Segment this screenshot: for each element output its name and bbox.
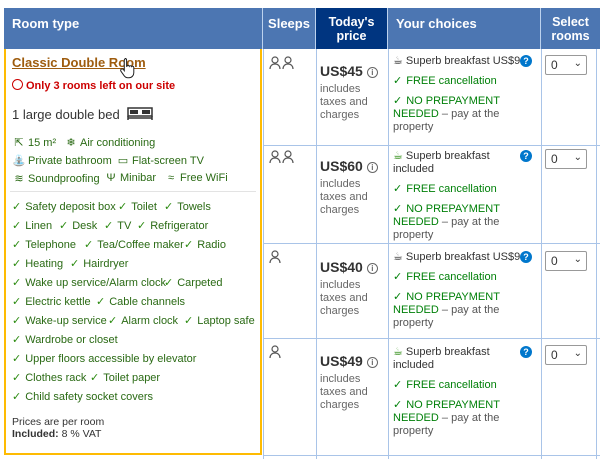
amenity-label: Hairdryer: [83, 258, 129, 270]
column-divider: [388, 49, 389, 459]
feature-free-wifi: [164, 172, 228, 184]
amenity-item: [12, 238, 76, 251]
rooms-select[interactable]: [545, 345, 587, 365]
check-icon: ✓: [393, 271, 403, 283]
check-icon: ✓: [96, 296, 106, 308]
no-prepayment-text: NO PREPAYMENT NEEDED: [393, 399, 500, 424]
room-size-icon: ⇱: [14, 137, 24, 149]
amenity-item: [118, 200, 157, 213]
check-icon: ✓: [393, 75, 403, 87]
shower-icon: ⛲: [12, 155, 26, 167]
check-icon: ✓: [90, 372, 100, 384]
check-icon: ✓: [12, 315, 22, 327]
breakfast-text: Superb breakfast US$9: [405, 251, 521, 263]
no-prepayment: [393, 399, 538, 438]
breakfast-option: [393, 55, 538, 68]
amenity-item: [90, 371, 160, 384]
check-icon: ✓: [70, 258, 80, 270]
feature-label: Minibar: [120, 172, 157, 184]
help-icon[interactable]: ?: [520, 346, 532, 358]
amenity-item: [12, 295, 91, 308]
breakfast-text: Superb breakfast US$9: [405, 55, 521, 67]
amenity-label: Towels: [177, 201, 211, 213]
amenity-item: [164, 200, 211, 213]
amenity-label: Wake-up service: [25, 315, 107, 327]
amenity-item: [12, 333, 118, 346]
hand-cursor-icon: [119, 57, 137, 79]
coffee-cup-icon: ☕: [393, 346, 403, 358]
amenity-item: [12, 257, 63, 270]
help-icon[interactable]: ?: [520, 55, 532, 67]
tax-note: includes taxes and charges: [320, 373, 368, 411]
scarcity-text: Only 3 rooms left on our site: [26, 80, 176, 92]
column-divider: [541, 49, 542, 459]
price-amount: US$40: [320, 259, 363, 275]
no-prepayment-sub: – pay at the property: [393, 304, 500, 329]
no-prepayment: [393, 291, 538, 330]
check-icon: ✓: [12, 239, 22, 251]
no-prepayment-sub: – pay at the property: [393, 412, 500, 437]
feature-label: Soundproofing: [28, 173, 100, 185]
amenity-item: [70, 257, 128, 270]
feature-label: Flat-screen TV: [132, 155, 204, 167]
amenity-label: Electric kettle: [25, 296, 91, 308]
info-icon[interactable]: i: [367, 263, 378, 274]
check-icon: ✓: [12, 391, 22, 403]
column-divider: [316, 49, 317, 459]
free-cancellation-text: FREE cancellation: [406, 75, 497, 87]
check-icon: ✓: [393, 291, 403, 303]
free-cancellation-text: FREE cancellation: [406, 183, 497, 195]
check-icon: ✓: [393, 399, 403, 411]
sleeps-two-guests-icon: [269, 56, 295, 73]
feature-soundproofing: [12, 172, 100, 185]
breakfast-option: [393, 346, 513, 372]
feature-air-conditioning: [64, 136, 155, 149]
header-price-line1: Today's: [328, 15, 375, 29]
chevron-down-icon: ⌄: [573, 254, 582, 265]
amenity-item: [108, 314, 178, 327]
check-icon: ✓: [393, 183, 403, 195]
table-header: [4, 8, 600, 49]
header-price-line2: price: [336, 29, 367, 43]
info-icon[interactable]: i: [367, 162, 378, 173]
amenity-item: [12, 371, 86, 384]
header-sleeps: Sleeps: [263, 8, 316, 49]
help-icon[interactable]: ?: [520, 251, 532, 263]
select-value: 0: [551, 152, 558, 166]
chevron-down-icon: ⌄: [573, 152, 582, 163]
header-select-line1: Select: [552, 15, 589, 29]
amenity-label: Alarm clock: [121, 315, 179, 327]
feature-minibar: [104, 172, 156, 184]
coffee-cup-icon: ☕: [393, 251, 403, 263]
no-prepayment: [393, 203, 538, 242]
amenity-label: Carpeted: [177, 277, 223, 289]
included-value: 8 % VAT: [61, 428, 102, 440]
row-divider: [263, 145, 600, 146]
amenity-label: Wake up service/Alarm clock: [25, 277, 167, 289]
price-cell: [320, 259, 382, 318]
bed-info: [12, 107, 153, 122]
select-value: 0: [551, 348, 558, 362]
info-icon[interactable]: i: [367, 357, 378, 368]
no-prepayment-sub: – pay at the property: [393, 216, 500, 241]
included-vat: [12, 428, 104, 440]
check-icon: ✓: [393, 379, 403, 391]
choices-cell: [393, 346, 538, 438]
amenity-label: Upper floors accessible by elevator: [25, 353, 197, 365]
row-divider: [263, 243, 600, 244]
no-prepayment-text: NO PREPAYMENT NEEDED: [393, 291, 500, 316]
double-bed-icon: [127, 107, 153, 121]
clock-icon: [12, 79, 23, 90]
minibar-icon: Ψ: [106, 172, 116, 184]
amenity-label: Toilet: [131, 201, 157, 213]
price-cell: [320, 353, 382, 412]
wifi-icon: ≈: [167, 172, 175, 184]
amenity-label: Laptop safe: [197, 315, 255, 327]
amenity-item: [12, 219, 52, 232]
amenity-item: [184, 238, 226, 251]
tv-icon: ▭: [117, 155, 129, 167]
check-icon: ✓: [12, 201, 22, 213]
select-value: 0: [551, 58, 558, 72]
check-icon: ✓: [137, 220, 147, 232]
amenity-label: Linen: [25, 220, 53, 232]
choices-cell: [393, 251, 538, 330]
check-icon: ✓: [12, 296, 22, 308]
included-label: Included:: [12, 428, 59, 440]
feature-label: Free WiFi: [180, 172, 228, 184]
tax-note: includes taxes and charges: [320, 83, 368, 121]
coffee-cup-icon: ☕: [393, 55, 403, 67]
amenity-label: Heating: [25, 258, 64, 270]
amenity-item: [96, 295, 185, 308]
row-divider: [263, 455, 600, 456]
check-icon: ✓: [393, 203, 403, 215]
feature-room-size: [12, 136, 56, 149]
amenity-item: [12, 352, 196, 365]
tax-note: includes taxes and charges: [320, 178, 368, 216]
amenity-label: Cable channels: [109, 296, 186, 308]
choices-cell: [393, 55, 538, 134]
check-icon: ✓: [164, 277, 174, 289]
price-amount: US$49: [320, 353, 363, 369]
feature-flat-screen-tv: [116, 154, 204, 167]
choices-cell: [393, 150, 538, 242]
amenity-item: [12, 314, 107, 327]
check-icon: ✓: [104, 220, 114, 232]
room-title-link[interactable]: Classic Double Room: [12, 55, 146, 70]
header-select-rooms: [541, 8, 600, 49]
tax-note: includes taxes and charges: [320, 279, 368, 317]
breakfast-text: Superb breakfast included: [393, 346, 490, 371]
prices-per-room-text: Prices are per room: [12, 416, 105, 428]
prices-note: [12, 416, 104, 440]
amenity-label: Radio: [197, 239, 226, 251]
chevron-down-icon: ⌄: [573, 348, 582, 359]
amenity-item: [184, 314, 255, 327]
no-prepayment: [393, 95, 538, 134]
check-icon: ✓: [118, 201, 128, 213]
amenity-label: TV: [117, 220, 132, 232]
check-icon: ✓: [12, 334, 22, 346]
amenity-label: Wardrobe or closet: [25, 334, 118, 346]
check-icon: ✓: [12, 372, 22, 384]
amenity-item: [137, 219, 208, 232]
help-icon[interactable]: ?: [520, 150, 532, 162]
amenity-label: Tea/Coffee maker: [97, 239, 184, 251]
no-prepayment-sub: – pay at the property: [393, 108, 500, 133]
breakfast-text: Superb breakfast included: [393, 150, 490, 175]
no-prepayment-text: NO PREPAYMENT NEEDED: [393, 95, 500, 120]
check-icon: ✓: [164, 201, 174, 213]
check-icon: ✓: [12, 258, 22, 270]
amenity-item: [12, 276, 166, 289]
amenity-item: [59, 219, 97, 232]
amenity-label: Child safety socket covers: [25, 391, 153, 403]
divider: [10, 191, 256, 192]
price-cell: [320, 158, 382, 217]
bed-text: 1 large double bed: [12, 107, 120, 122]
amenity-item: [12, 200, 116, 213]
amenity-label: Desk: [72, 220, 98, 232]
soundproof-icon: ≋: [14, 173, 24, 185]
header-your-choices: Your choices: [388, 8, 541, 49]
amenity-label: Telephone: [25, 239, 76, 251]
price-amount: US$45: [320, 63, 363, 79]
header-todays-price: [316, 8, 388, 49]
scarcity-message: [12, 79, 175, 92]
row-divider: [263, 338, 600, 339]
check-icon: ✓: [84, 239, 94, 251]
price-amount: US$60: [320, 158, 363, 174]
check-icon: ✓: [184, 315, 194, 327]
rooms-select[interactable]: [545, 55, 587, 75]
breakfast-option: [393, 251, 538, 264]
rooms-select[interactable]: [545, 149, 587, 169]
check-icon: ✓: [108, 315, 118, 327]
breakfast-option: [393, 150, 513, 176]
amenity-item: [164, 276, 222, 289]
price-cell: [320, 63, 382, 122]
select-value: 0: [551, 254, 558, 268]
column-divider: [596, 49, 597, 459]
coffee-cup-icon: ☕: [393, 150, 403, 162]
amenity-item: [104, 219, 131, 232]
amenity-item: [12, 390, 153, 403]
feature-label: Air conditioning: [80, 137, 156, 149]
check-icon: ✓: [184, 239, 194, 251]
free-cancellation: [393, 379, 538, 392]
rooms-select[interactable]: [545, 251, 587, 271]
feature-private-bathroom: [12, 154, 112, 167]
check-icon: ✓: [59, 220, 69, 232]
free-cancellation-text: FREE cancellation: [406, 271, 497, 283]
free-cancellation: [393, 271, 538, 284]
column-divider: [263, 49, 264, 459]
amenity-item: [84, 238, 184, 251]
info-icon[interactable]: i: [367, 67, 378, 78]
amenity-label: Toilet paper: [103, 372, 161, 384]
no-prepayment-text: NO PREPAYMENT NEEDED: [393, 203, 500, 228]
amenity-label: Refrigerator: [150, 220, 209, 232]
sleeps-one-guest-icon: [269, 250, 282, 267]
feature-label: Private bathroom: [28, 155, 112, 167]
check-icon: ✓: [393, 95, 403, 107]
sleeps-one-guest-icon: [269, 345, 282, 362]
header-room-type: Room type: [4, 8, 263, 49]
room-info-panel: [4, 49, 262, 455]
amenity-label: Safety deposit box: [25, 201, 116, 213]
free-cancellation: [393, 183, 538, 196]
header-select-line2: rooms: [551, 29, 590, 43]
snowflake-icon: ❄: [66, 137, 76, 149]
check-icon: ✓: [12, 277, 22, 289]
free-cancellation: [393, 75, 538, 88]
check-icon: ✓: [12, 353, 22, 365]
feature-label: 15 m²: [28, 137, 57, 149]
chevron-down-icon: ⌄: [573, 58, 582, 69]
sleeps-two-guests-icon: [269, 150, 295, 167]
check-icon: ✓: [12, 220, 22, 232]
free-cancellation-text: FREE cancellation: [406, 379, 497, 391]
amenity-label: Clothes rack: [25, 372, 87, 384]
